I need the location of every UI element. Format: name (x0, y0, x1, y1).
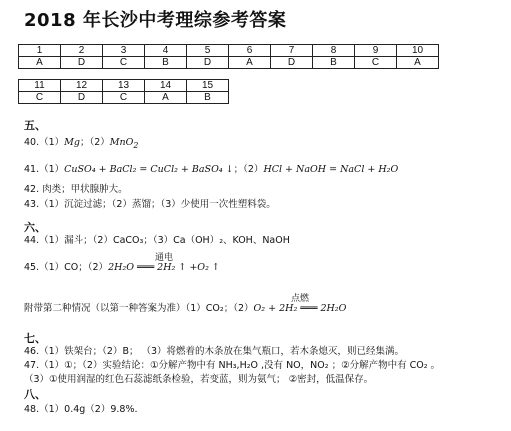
extra-answer-equation-text: O₂ + 2H₂ ═══ 2H₂O (253, 303, 347, 314)
answer-41-equation-2: HCl + NaOH = NaCl + H₂O (263, 164, 399, 175)
section-5-heading: 五、 (24, 119, 46, 132)
table-cell: A (19, 57, 61, 69)
table-cell: B (187, 92, 229, 104)
table-cell: 4 (145, 45, 187, 57)
extra-answer (24, 294, 347, 315)
table-cell: 11 (19, 80, 61, 92)
table-cell: A (145, 92, 187, 104)
table-cell: D (61, 57, 103, 69)
extra-answer-equation (253, 294, 347, 315)
answer-47-line-2: （3）①使用润湿的红色石蕊滤纸条检验，若变蓝，则为氨气； ②密封，低温保存。 (24, 374, 374, 385)
table-cell: 9 (355, 45, 397, 57)
answer-40-label: 40.（1） (24, 137, 65, 148)
table-cell: 6 (229, 45, 271, 57)
section-6-heading: 六、 (24, 221, 46, 234)
answer-41-part2: ；（2） (233, 164, 264, 175)
table-cell: C (19, 92, 61, 104)
table-cell: 10 (397, 45, 439, 57)
answer-45-label: 45.（1）CO；（2） (24, 262, 109, 273)
extra-answer-label: 附带第二种情况（以第一种答案为准）（1）CO₂；（2） (24, 303, 254, 314)
table-row-numbers (19, 80, 229, 92)
answer-table-2 (18, 79, 229, 104)
answer-48: 48.（1）0.4g（2）9.8%. (24, 404, 138, 415)
page-title: 2018 年长沙中考理综参考答案 (24, 10, 287, 31)
answer-41 (24, 164, 398, 176)
answer-40-part2: ；（2） (79, 137, 110, 148)
table-cell: C (103, 92, 145, 104)
answer-table-1 (18, 44, 439, 69)
table-cell: B (145, 57, 187, 69)
answer-45-equation-text: 2H₂O ═══ 2H₂ ↑ +O₂ ↑ (108, 262, 220, 273)
table-cell: A (229, 57, 271, 69)
table-cell: 12 (61, 80, 103, 92)
table-cell: C (355, 57, 397, 69)
answer-44: 44.（1）漏斗；（2）CaCO₃；（3）Ca（OH）₂、KOH、NaOH (24, 235, 290, 246)
table-row-numbers (19, 45, 439, 57)
answer-45 (24, 253, 220, 274)
table-cell: 1 (19, 45, 61, 57)
electrolysis-condition: 通电 (154, 253, 173, 263)
answer-40-mg: Mg (64, 137, 80, 148)
answer-41-label: 41.（1） (24, 164, 65, 175)
table-cell: 13 (103, 80, 145, 92)
table-cell: 8 (313, 45, 355, 57)
table-cell: 2 (61, 45, 103, 57)
table-cell: B (313, 57, 355, 69)
section-7-heading: 七、 (24, 332, 46, 345)
table-cell: D (187, 57, 229, 69)
answer-45-equation (108, 253, 220, 274)
answer-46: 46.（1）铁架台；（2）B； （3）将燃着的木条放在集气瓶口，若木条熄灭，则已经集满。 (24, 346, 405, 357)
answer-40 (24, 137, 138, 152)
ignition-condition: 点燃 (290, 294, 309, 304)
table-cell: C (103, 57, 145, 69)
answer-41-equation-1: CuSO₄ + BaCl₂ = CuCl₂ + BaSO₄ ↓ (64, 164, 234, 175)
table-cell: 3 (103, 45, 145, 57)
table-cell: 15 (187, 80, 229, 92)
table-cell: 14 (145, 80, 187, 92)
table-row-answers (19, 57, 439, 69)
answer-47-line-1: 47.（1）①；（2）实验结论：①分解产物中有 NH₃,H₂O ,没有 NO，NO₂ ；②分解产物中有 CO₂ 。 (24, 360, 441, 371)
table-cell: A (397, 57, 439, 69)
answer-43: 43.（1）沉淀过滤；（2）蒸馏；（3）少使用一次性塑料袋。 (24, 199, 276, 210)
answer-40-subscript: 2 (133, 140, 139, 150)
table-cell: 5 (187, 45, 229, 57)
section-8-heading: 八、 (24, 388, 46, 401)
table-cell: 7 (271, 45, 313, 57)
table-row-answers (19, 92, 229, 104)
table-cell: D (61, 92, 103, 104)
answer-40-mno2: MnO (109, 137, 134, 148)
table-cell: D (271, 57, 313, 69)
answer-42: 42. 肉类；甲状腺肿大。 (24, 184, 128, 195)
